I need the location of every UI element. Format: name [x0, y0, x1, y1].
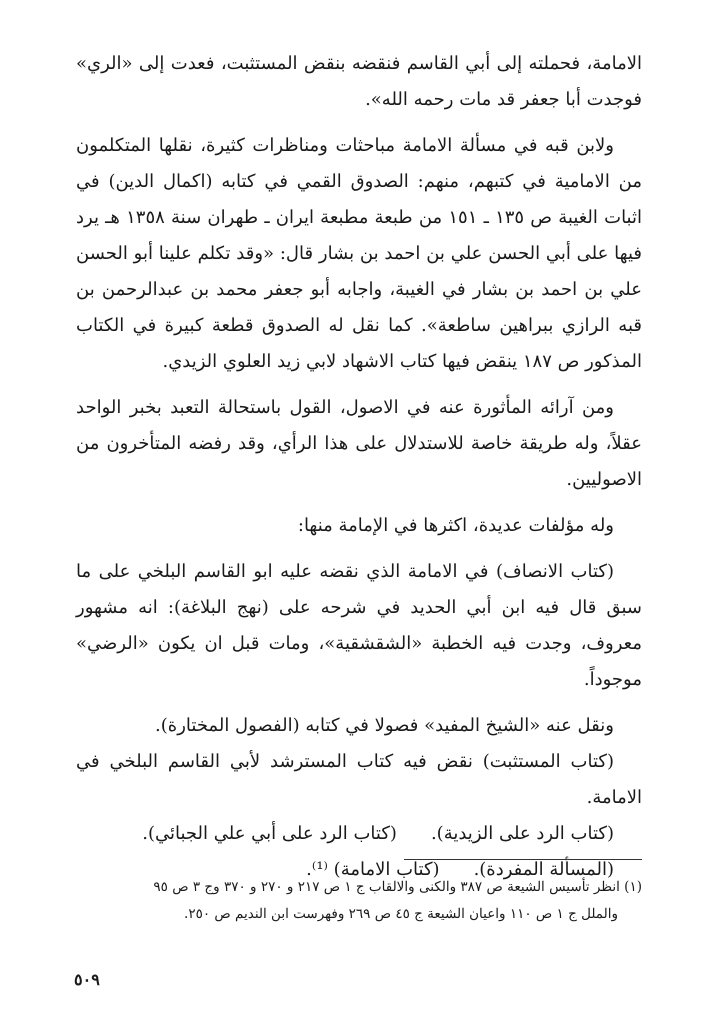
list-item-mustathbit: (كتاب المستثبت) نقض فيه كتاب المسترشد لأبي القاسم البلخي في الامامة. [76, 751, 642, 808]
list-item-mufid: ونقل عنه «الشيخ المفيد» فصولا في كتابه (الفصول المختارة). [155, 715, 614, 736]
footnote-line-1: (١) انظر تأسيس الشيعة ص ٣٨٧ والكنى والالقاب ج ١ ص ٢١٧ و ٢٧٠ و ٣٧٠ وج ٣ ص ٩٥ [153, 879, 642, 895]
page-number: ٥٠٩ [74, 970, 100, 989]
book-titles-line-1 [76, 816, 642, 852]
main-text [76, 46, 642, 888]
footnote [76, 874, 642, 928]
paragraph-2: ولابن قبه في مسألة الامامة مباحثات ومناظرات كثيرة، نقلها المتكلمون من الامامية في كتبهم، منهم: الصدوق القمي في كتابه (اكمال الدين) في اثبات الغيبة ص ١٣٥ ـ ١٥١ من طبعة مطبعة ايران ـ طهران سنة ١٣٥٨ هـ يرد فيها على أبي الحسن علي بن احمد بن بشار قال: «وقد تكلم علينا أبو الحسن علي بن احمد بن بشار في الغيبة، واجابه أبو جعفر محمد بن عبدالرحمن بن قبه الرازي ببراهين ساطعة». كما نقل له الصدوق قطعة كبيرة في الكتاب المذكور ص ١٨٧ ينقض فيها كتاب الاشهاد لابي زيد العلوي الزيدي. [76, 135, 642, 372]
book-title: (كتاب الامامة) ⁽¹⁾. [306, 859, 440, 880]
book-title: (كتاب الرد على أبي علي الجبائي). [142, 823, 397, 844]
paragraph-4: وله مؤلفات عديدة، اكثرها في الإمامة منها: [297, 515, 614, 536]
paragraph-1: الامامة، فحملته إلى أبي القاسم فنقضه بنقض المستثبت، فعدت إلى «الري» فوجدت أبا جعفر قد مات رحمه الله». [76, 53, 642, 110]
footnote-line-2: والملل ج ١ ص ١١٠ واعيان الشيعة ج ٤٥ ص ٢٦٩ وفهرست ابن النديم ص ٢٥٠. [184, 906, 618, 922]
paragraph-3: ومن آرائه المأثورة عنه في الاصول، القول باستحالة التعبد بخبر الواحد عقلاً، وله طريقة خاصة للاستدلال على هذا الرأي، وقد رفضه المتأخرون من الاصوليين. [76, 397, 642, 490]
paragraph-5: (كتاب الانصاف) في الامامة الذي نقضه عليه ابو القاسم البلخي على ما سبق قال فيه ابن أبي الحديد في شرحه على (نهج البلاغة): انه مشهور معروف، وجدت فيه الخطبة «الشقشقية»، ومات قبل ان يكون «الرضي» موجوداً. [76, 561, 642, 690]
footnote-divider [404, 859, 642, 860]
book-title: (كتاب الرد على الزيدية). [430, 823, 614, 844]
book-title: (المسألة المفردة). [473, 859, 614, 880]
